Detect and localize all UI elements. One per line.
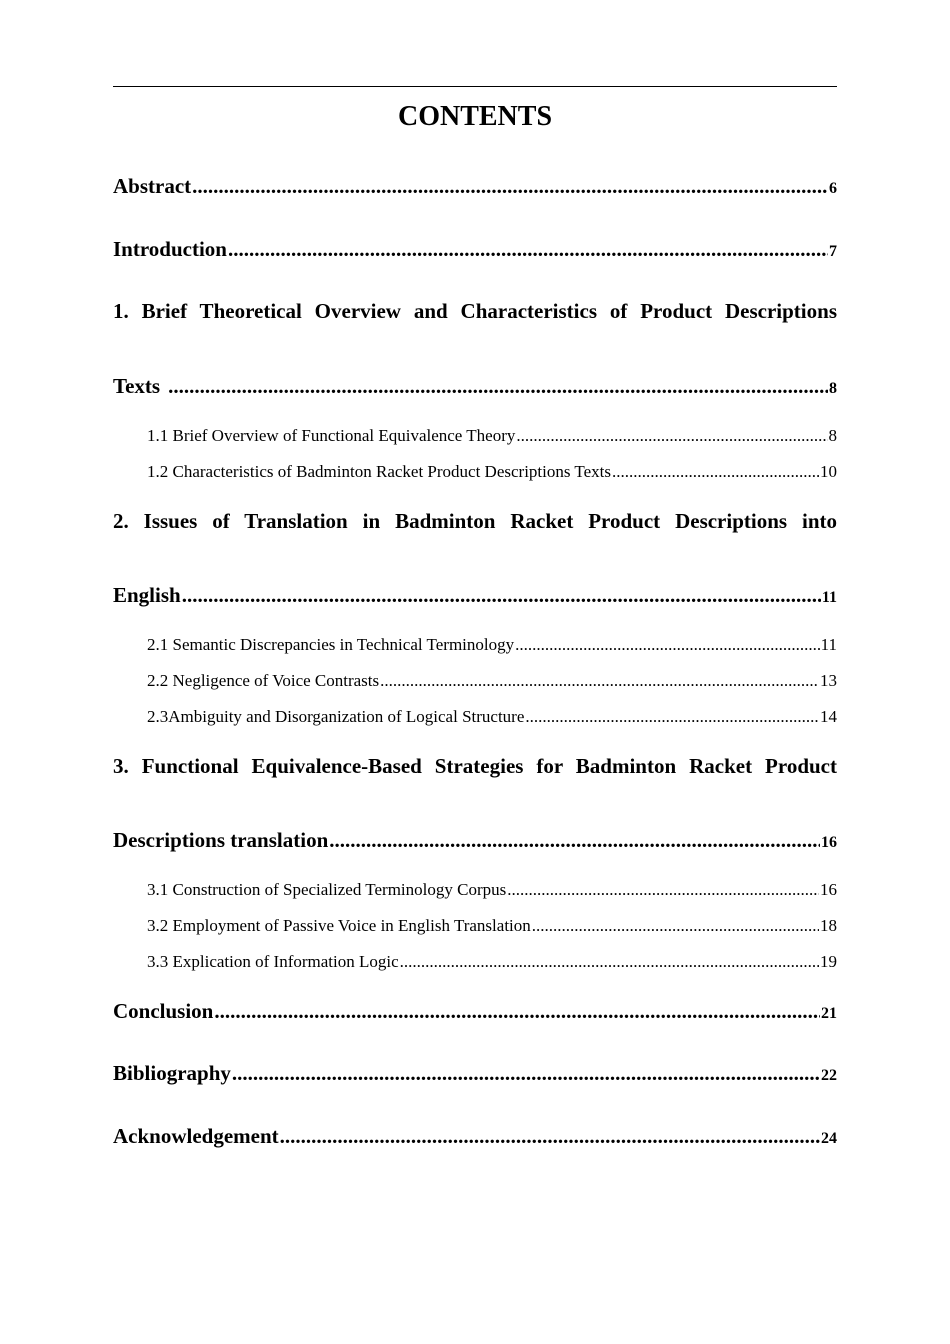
dot-leader — [214, 997, 820, 1025]
toc-label: 2. Issues of Translation in Badminton Racket Product Descriptions into — [113, 509, 837, 533]
toc-entry-chapter-2[interactable] — [113, 581, 837, 609]
dot-leader — [168, 372, 828, 400]
dot-leader — [228, 235, 828, 263]
dot-leader — [532, 915, 819, 937]
toc-page-number: 16 — [820, 880, 837, 899]
top-rule — [113, 86, 837, 87]
toc-label: 2.2 Negligence of Voice Contrasts — [147, 671, 380, 690]
toc-entry-chapter-1[interactable] — [113, 372, 837, 400]
dot-leader — [400, 951, 819, 973]
toc-label: Acknowledgement — [113, 1124, 279, 1148]
dot-leader — [280, 1122, 820, 1150]
toc-label: Introduction — [113, 237, 227, 261]
toc-label: 3.3 Explication of Information Logic — [147, 952, 399, 971]
page-title: CONTENTS — [397, 101, 553, 132]
toc-label: 3.1 Construction of Specialized Terminology Corpus — [147, 880, 507, 899]
toc-chapter-1-line-1[interactable] — [113, 297, 837, 325]
toc-entry-section-3-2[interactable] — [147, 915, 837, 937]
toc-entry-section-3-1[interactable] — [147, 879, 837, 901]
dot-leader — [329, 826, 820, 854]
toc-label: Conclusion — [113, 999, 214, 1023]
toc-label: 2.1 Semantic Discrepancies in Technical Terminology — [147, 635, 515, 654]
toc-label: 1.2 Characteristics of Badminton Racket Product Descriptions Texts — [147, 462, 612, 481]
toc-page-number: 7 — [829, 243, 837, 260]
toc-page-number: 6 — [829, 180, 837, 197]
toc-page-number: 11 — [821, 589, 837, 606]
toc-entry-chapter-3[interactable] — [113, 826, 837, 854]
toc-label: Bibliography — [113, 1061, 231, 1085]
toc-entry-section-3-3[interactable] — [147, 951, 837, 973]
toc-label: 3.2 Employment of Passive Voice in English Translation — [147, 916, 531, 935]
toc-entry-abstract[interactable] — [113, 172, 837, 200]
toc-page-number: 18 — [820, 916, 837, 935]
toc-page-number: 14 — [820, 707, 837, 726]
toc-chapter-2-line-1[interactable] — [113, 507, 837, 535]
toc-page-number: 13 — [820, 671, 837, 690]
dot-leader — [232, 1059, 820, 1087]
toc-label: 2.3Ambiguity and Disorganization of Logical Structure — [147, 707, 525, 726]
toc-entry-section-2-2[interactable] — [147, 670, 837, 692]
dot-leader — [192, 172, 828, 200]
toc-label: Abstract — [113, 174, 192, 198]
toc-page-number: 21 — [821, 1005, 837, 1022]
toc-entry-bibliography[interactable] — [113, 1059, 837, 1087]
toc-entry-introduction[interactable] — [113, 235, 837, 263]
toc-entry-section-1-2[interactable] — [147, 461, 837, 483]
toc-page-number: 19 — [820, 952, 837, 971]
toc-page-number: 24 — [821, 1130, 837, 1147]
toc-label: 3. Functional Equivalence-Based Strategies for Badminton Racket Product — [113, 754, 837, 778]
toc-page-number: 8 — [828, 426, 837, 445]
dot-leader — [507, 879, 819, 901]
dot-leader — [525, 706, 819, 728]
dot-leader — [612, 461, 819, 483]
toc-label: Descriptions translation — [113, 828, 329, 852]
toc-page-number: 8 — [829, 380, 837, 397]
toc-chapter-3-line-1[interactable] — [113, 752, 837, 780]
toc-entry-section-2-3[interactable] — [147, 706, 837, 728]
dot-leader — [516, 425, 827, 447]
toc-label: 1.1 Brief Overview of Functional Equivalence Theory — [147, 426, 516, 445]
toc-entry-section-2-1[interactable] — [147, 634, 837, 656]
toc-entry-conclusion[interactable] — [113, 997, 837, 1025]
toc-page-number: 10 — [820, 462, 837, 481]
toc-page-number: 11 — [820, 635, 837, 654]
toc-label: Texts — [113, 374, 161, 398]
dot-leader — [380, 670, 819, 692]
dot-leader — [182, 581, 821, 609]
toc-page-number: 22 — [821, 1067, 837, 1084]
dot-leader — [515, 634, 820, 656]
toc-entry-section-1-1[interactable] — [147, 425, 837, 447]
toc-page-number: 16 — [821, 834, 837, 851]
toc-label: English — [113, 583, 181, 607]
toc-entry-acknowledgement[interactable] — [113, 1122, 837, 1150]
toc-label: 1. Brief Theoretical Overview and Characteristics of Product Descriptions — [113, 299, 837, 323]
